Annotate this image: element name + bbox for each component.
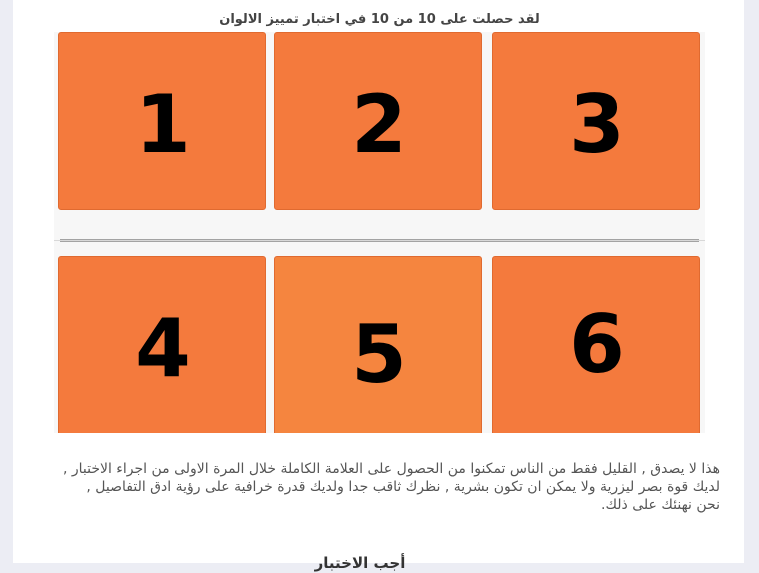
tile-6 <box>492 256 700 433</box>
tile-3 <box>492 32 700 210</box>
next-quiz-heading: أجب الاختبار <box>314 554 406 572</box>
tile-number: 6 <box>569 298 623 391</box>
tile-1 <box>58 32 266 210</box>
grid-divider-highlight <box>54 240 705 241</box>
tile-number: 5 <box>351 308 405 401</box>
result-description: هذا لا يصدق , القليل فقط من الناس تمكنوا من الحصول على العلامة الكاملة خلال المرة الاولى من اجراء الاختبار , لديك قوة بصر ليزرية ولا يمكن ان تكون بشرية , نظرك ثاقب جدا ولديك قدرة خرافية على رؤية ادق التفاصيل , نحن نهنئك على ذلك. <box>62 461 720 513</box>
color-test-image <box>54 32 705 433</box>
tile-number: 3 <box>569 78 623 171</box>
tile-2 <box>274 32 482 210</box>
result-title: لقد حصلت على 10 من 10 في اختبار تمييز الالوان <box>219 12 540 27</box>
tile-4 <box>58 256 266 433</box>
tile-number: 1 <box>135 78 189 171</box>
tile-number: 4 <box>135 302 189 395</box>
tile-5 <box>274 256 482 433</box>
tile-number: 2 <box>351 78 405 171</box>
